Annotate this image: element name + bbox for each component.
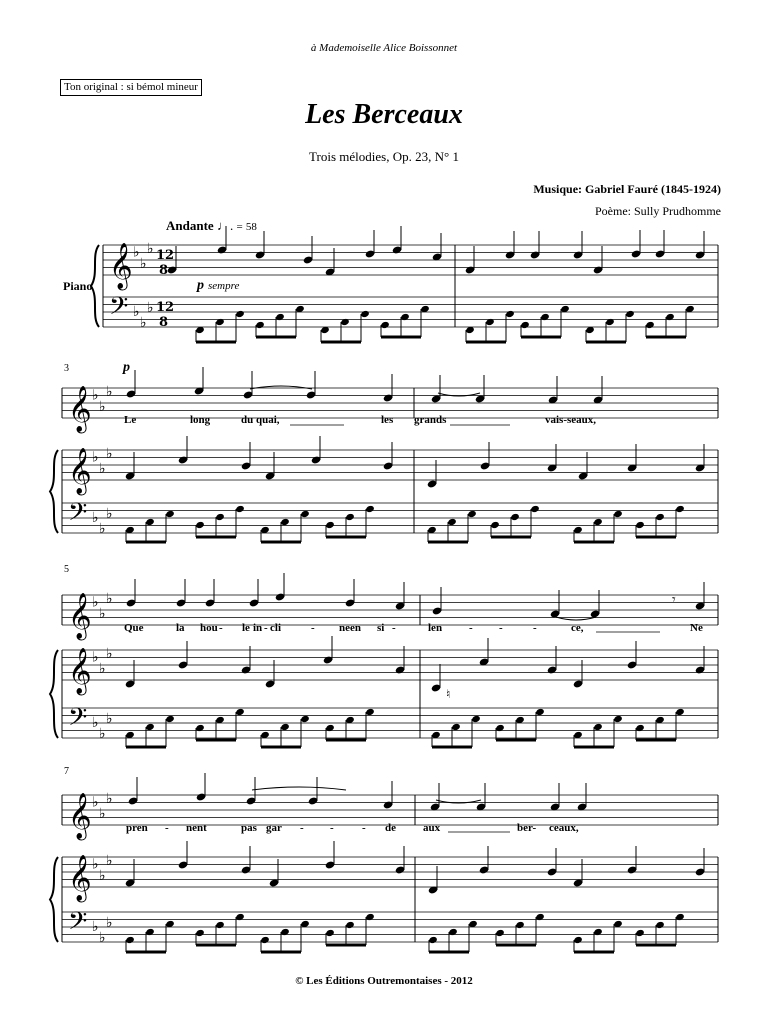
- note-head: [340, 318, 350, 326]
- note-head: [300, 510, 310, 518]
- flat-icon: ♭: [99, 605, 106, 622]
- flat-icon: ♭: [99, 805, 106, 822]
- lyric-syllable: -: [165, 822, 169, 834]
- note-head: [165, 715, 175, 723]
- bass-clef-icon: 𝄢: [68, 498, 88, 533]
- note-head: [535, 708, 545, 716]
- lyric-syllable: -: [392, 622, 396, 634]
- note-head: [593, 723, 603, 731]
- note-head: [635, 929, 645, 937]
- lyric-syllable: le: [242, 622, 250, 634]
- note-head: [448, 928, 458, 936]
- tempo-marking: Andante ♩. = 58: [166, 218, 257, 233]
- lyric-syllable: la: [176, 622, 185, 634]
- time-sig-top: 12: [156, 300, 175, 315]
- lyric-syllable: -: [362, 822, 366, 834]
- note-head: [675, 708, 685, 716]
- note-head: [675, 913, 685, 921]
- flat-icon: ♭: [92, 594, 99, 611]
- measure-number: 5: [64, 564, 69, 575]
- rest-icon: 𝄾: [672, 592, 676, 608]
- note-head: [145, 928, 155, 936]
- tie-slur: [252, 787, 346, 790]
- dedication: à Mademoiselle Alice Boissonnet: [310, 42, 458, 54]
- lyric-syllable: len: [428, 622, 443, 634]
- flat-icon: ♭: [106, 590, 113, 607]
- opus-subtitle: Trois mélodies, Op. 23, N° 1: [309, 149, 459, 164]
- flat-icon: ♭: [92, 387, 99, 404]
- tie-slur: [250, 386, 312, 389]
- lyric-syllable: hou: [200, 622, 218, 634]
- note-head: [495, 929, 505, 937]
- time-sig-bottom: 8: [159, 263, 169, 278]
- flat-icon: ♭: [106, 383, 113, 400]
- treble-clef-icon: 𝄞: [68, 855, 92, 901]
- flat-icon: ♭: [99, 867, 106, 884]
- lyric-syllable: pren: [126, 822, 148, 834]
- measure-number: 3: [64, 363, 69, 374]
- tempo-word: Andante: [166, 218, 214, 233]
- lyric-syllable: en: [350, 622, 361, 634]
- note-head: [471, 715, 481, 723]
- flat-icon: ♭: [92, 715, 99, 731]
- note-head: [675, 505, 685, 513]
- note-head: [635, 521, 645, 529]
- note-head: [451, 723, 461, 731]
- note-head: [655, 921, 665, 929]
- lyric-syllable: aux: [423, 822, 441, 834]
- flat-icon: ♭: [99, 398, 106, 415]
- note-head: [593, 518, 603, 526]
- lyric-syllable: -: [311, 622, 315, 634]
- voice-dynamic: p: [123, 360, 130, 375]
- lyric-syllable: -: [499, 622, 503, 634]
- note-head: [613, 715, 623, 723]
- note-head: [360, 310, 370, 318]
- lyric-syllable: -: [300, 822, 304, 834]
- note-head: [215, 318, 225, 326]
- lyric-syllable: ber-: [517, 822, 537, 834]
- lyric-syllable: in: [253, 622, 263, 634]
- piano-brace-icon: [50, 450, 58, 533]
- lyric-syllable: grands: [414, 414, 447, 426]
- lyric-syllable: pas: [241, 822, 257, 834]
- poet-credit: Poème: Sully Prudhomme: [595, 204, 721, 218]
- note-head: [300, 715, 310, 723]
- flat-icon: ♭: [99, 726, 106, 742]
- note-head: [447, 518, 457, 526]
- note-head: [467, 510, 477, 518]
- lyric-syllable: vais-seaux,: [545, 414, 597, 426]
- note-head: [280, 723, 290, 731]
- flat-icon: ♭: [133, 244, 140, 261]
- flat-icon: ♭: [106, 506, 113, 522]
- note-head: [235, 505, 245, 513]
- flat-icon: ♭: [92, 856, 99, 873]
- flat-icon: ♭: [99, 930, 106, 946]
- lyric-syllable: nent: [186, 822, 207, 834]
- flat-icon: ♭: [106, 790, 113, 807]
- treble-clef-icon: 𝄞: [68, 593, 92, 639]
- treble-clef-icon: 𝄞: [68, 793, 92, 839]
- note-head: [520, 321, 530, 329]
- note-head: [510, 513, 520, 521]
- flat-icon: ♭: [106, 645, 113, 662]
- note-head: [400, 313, 410, 321]
- note-head: [145, 518, 155, 526]
- note-head: [275, 313, 285, 321]
- flat-icon: ♭: [147, 240, 154, 257]
- piano-brace-icon: [91, 245, 99, 327]
- note-head: [365, 913, 375, 921]
- flat-icon: ♭: [133, 304, 140, 320]
- note-head: [345, 513, 355, 521]
- bass-clef-icon: 𝄢: [109, 292, 129, 327]
- piece-title: Les Berceaux: [305, 99, 463, 130]
- metronome-value: 58: [245, 221, 257, 233]
- lyric-syllable: -: [264, 622, 268, 634]
- note-head: [380, 321, 390, 329]
- note-head: [255, 321, 265, 329]
- flat-icon: ♭: [99, 460, 106, 477]
- lyric-syllable: ne: [339, 622, 350, 634]
- lyric-syllable: si: [377, 622, 385, 634]
- lyric-syllable: Que: [124, 622, 144, 634]
- note-head: [540, 313, 550, 321]
- bass-clef-icon: 𝄢: [68, 703, 88, 738]
- flat-icon: ♭: [106, 711, 113, 727]
- flat-icon: ♭: [106, 852, 113, 869]
- copyright-footer: © Les Éditions Outremontaises - 2012: [295, 975, 473, 987]
- note-head: [235, 708, 245, 716]
- note-head: [635, 724, 645, 732]
- original-key-box: Ton original : si bémol mineur: [60, 79, 202, 96]
- flat-icon: ♭: [92, 449, 99, 466]
- lyric-syllable: -: [469, 622, 473, 634]
- metronome-note-icon: ♩.: [216, 218, 234, 233]
- measure-number: 7: [64, 766, 69, 777]
- note-head: [365, 505, 375, 513]
- treble-clef-icon: 𝄞: [68, 386, 92, 432]
- note-head: [125, 936, 135, 944]
- piano-brace-icon: [50, 857, 58, 942]
- flat-icon: ♭: [106, 445, 113, 462]
- note-head: [280, 518, 290, 526]
- lyric-syllable: ceaux,: [549, 822, 579, 834]
- note-head: [530, 505, 540, 513]
- note-head: [655, 513, 665, 521]
- note-head: [505, 310, 515, 318]
- note-head: [325, 929, 335, 937]
- time-sig-top: 12: [156, 248, 175, 263]
- note-head: [495, 724, 505, 732]
- note-head: [490, 521, 500, 529]
- lyric-syllable: de: [385, 822, 396, 834]
- note-head: [195, 521, 205, 529]
- natural-icon: ♮: [446, 687, 451, 701]
- note-head: [515, 921, 525, 929]
- treble-clef-icon: 𝄞: [68, 448, 92, 494]
- note-head: [235, 913, 245, 921]
- note-head: [325, 521, 335, 529]
- note-head: [625, 310, 635, 318]
- piano-brace-icon: [50, 650, 58, 738]
- note-head: [645, 321, 655, 329]
- note-head: [325, 724, 335, 732]
- lyric-syllable: du quai,: [241, 414, 280, 426]
- dynamic-sempre: sempre: [208, 280, 240, 292]
- note-head: [485, 318, 495, 326]
- note-head: [365, 708, 375, 716]
- note-head: [215, 513, 225, 521]
- note-head: [195, 929, 205, 937]
- note-head: [573, 936, 583, 944]
- lyric-syllable: -: [219, 622, 223, 634]
- lyric-syllable: ce,: [571, 622, 584, 634]
- flat-icon: ♭: [99, 521, 106, 537]
- lyric-syllable: long: [190, 414, 211, 426]
- treble-clef-icon: 𝄞: [68, 648, 92, 694]
- note-head: [665, 313, 675, 321]
- note-head: [613, 510, 623, 518]
- time-sig-bottom: 8: [159, 315, 169, 330]
- note-head: [165, 510, 175, 518]
- flat-icon: ♭: [106, 915, 113, 931]
- note-head: [260, 936, 270, 944]
- note-head: [428, 936, 438, 944]
- flat-icon: ♭: [99, 660, 106, 677]
- note-head: [280, 928, 290, 936]
- lyric-syllable: les: [381, 414, 394, 426]
- flat-icon: ♭: [140, 315, 147, 331]
- treble-clef-icon: 𝄞: [109, 243, 133, 289]
- note-head: [605, 318, 615, 326]
- lyric-syllable: Le: [124, 414, 137, 426]
- flat-icon: ♭: [92, 919, 99, 935]
- note-head: [235, 310, 245, 318]
- flat-icon: ♭: [140, 255, 147, 272]
- note-head: [215, 921, 225, 929]
- dynamic-p: p: [197, 278, 204, 293]
- note-head: [535, 913, 545, 921]
- note-head: [593, 928, 603, 936]
- note-head: [145, 723, 155, 731]
- lyric-syllable: cli: [270, 622, 281, 634]
- lyric-syllable: gar: [266, 822, 282, 834]
- flat-icon: ♭: [92, 510, 99, 526]
- flat-icon: ♭: [92, 649, 99, 666]
- bass-clef-icon: 𝄢: [68, 907, 88, 942]
- lyric-syllable: -: [533, 622, 537, 634]
- note-head: [195, 724, 205, 732]
- flat-icon: ♭: [147, 300, 154, 316]
- note-head: [345, 921, 355, 929]
- flat-icon: ♭: [92, 794, 99, 811]
- instrument-label: Piano: [63, 279, 93, 293]
- lyric-syllable: Ne: [690, 622, 703, 634]
- lyric-syllable: -: [330, 822, 334, 834]
- composer-credit: Musique: Gabriel Fauré (1845-1924): [533, 182, 721, 196]
